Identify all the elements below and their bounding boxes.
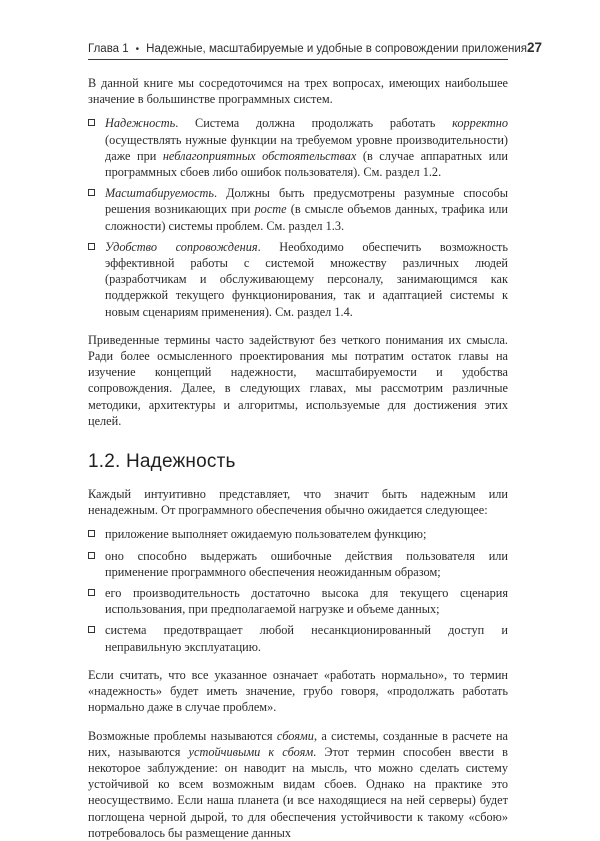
reliability-definition-paragraph: Если считать, что все указанное означает «работать нормально», то термин «надежность» будет иметь значение, грубо говоря, «продолжать работать нормально даже в случае проблем». bbox=[88, 667, 508, 715]
concern-item-maintainability: Удобство сопровождения. Необходимо обеспечить возможность эффективной работы с системой множеству различных людей (разработчикам и обслуживающему персоналу, занимающимся как поддержкой текущего функционирования, так и адаптацией системы к новым сценариям применения). См. раздел 1.4. bbox=[88, 239, 508, 320]
checkbox-bullet-icon bbox=[88, 243, 95, 250]
list-item: оно способно выдержать ошибочные действия пользователя или применение программного обеспечения неожиданным образом; bbox=[88, 548, 508, 580]
page-number: 27 bbox=[526, 40, 543, 55]
header-rule bbox=[88, 59, 508, 60]
expectations-list bbox=[88, 526, 508, 654]
bullet-separator-icon: • bbox=[135, 44, 140, 55]
concern-term: Удобство сопровождения bbox=[105, 239, 258, 254]
intro-paragraph: В данной книге мы сосредоточимся на трех вопросах, имеющих наибольшее значение в большинстве программных систем. bbox=[88, 76, 508, 107]
list-item: его производительность достаточно высока для текущего сценария использования, при предполагаемой нагрузке и объеме данных; bbox=[88, 585, 508, 617]
checkbox-bullet-icon bbox=[88, 530, 95, 537]
header-left bbox=[88, 43, 527, 55]
checkbox-bullet-icon bbox=[88, 589, 95, 596]
chapter-title: Надежные, масштабируемые и удобные в сопровождении приложения bbox=[146, 43, 527, 55]
chapter-label: Глава 1 bbox=[88, 43, 129, 55]
running-header bbox=[88, 40, 543, 55]
concern-item-reliability: Надежность. Система должна продолжать работать корректно (осуществлять нужные функции на требуемом уровне производительности) даже при неблагоприятных обстоятельствах (в случае аппаратных или программных сбоев либо ошибок пользователя). См. раздел 1.2. bbox=[88, 115, 508, 180]
checkbox-bullet-icon bbox=[88, 189, 95, 196]
checkbox-bullet-icon bbox=[88, 626, 95, 633]
concern-item-scalability: Масштабируемость. Должны быть предусмотрены разумные способы решения возникающих при росте (в смысле объемов данных, трафика или сложности) системы проблем. См. раздел 1.3. bbox=[88, 185, 508, 234]
page-body bbox=[88, 75, 508, 841]
faults-paragraph: Возможные проблемы называются сбоями, а системы, созданные в расчете на них, называются устойчивыми к сбоям. Этот термин способен ввести в некоторое заблуждение: он наводит на мысль, что можно сделать систему устойчивой ко всем возможным видам сбоев. Однако на практике это неосуществимо. Если наша планета (и все находящиеся на ней серверы) будет поглощена черной дырой, то для обеспечения устойчивости к такому «сбою» потребовалось бы размещение данных bbox=[88, 728, 508, 840]
concern-term: Масштабируемость bbox=[105, 186, 214, 201]
section-heading: 1.2. Надежность bbox=[88, 451, 236, 473]
list-item: система предотвращает любой несанкционированный доступ и неправильную эксплуатацию. bbox=[88, 622, 508, 654]
checkbox-bullet-icon bbox=[88, 119, 95, 126]
concern-term: Надежность bbox=[105, 116, 176, 131]
checkbox-bullet-icon bbox=[88, 552, 95, 559]
list-item: приложение выполняет ожидаемую пользователем функцию; bbox=[88, 526, 508, 542]
concerns-list bbox=[88, 115, 508, 319]
summary-paragraph: Приведенные термины часто задействуют без четкого понимания их смысла. Ради более осмысленного проектирования мы потратим остаток главы на изучение концепций надежности, масштабируемости и удобства сопровождения. Далее, в следующих главах, мы рассмотрим различные методики, архитектуры и алгоритмы, используемые для достижения этих целей. bbox=[88, 332, 508, 428]
section-lead: Каждый интуитивно представляет, что значит быть надежным или ненадежным. От программного обеспечения обычно ожидается следующее: bbox=[88, 487, 508, 518]
